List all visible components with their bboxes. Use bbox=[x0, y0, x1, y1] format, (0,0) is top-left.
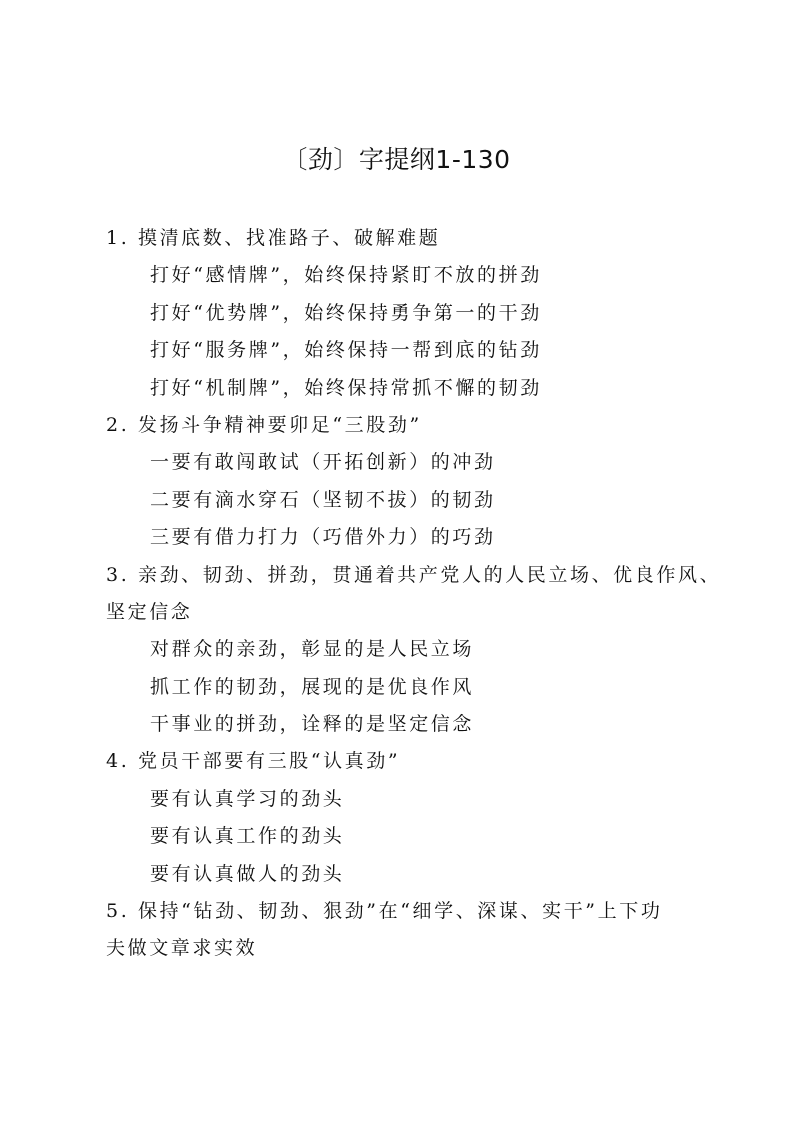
section-3-item-1: 对群众的亲劲，彰显的是人民立场 bbox=[150, 638, 475, 661]
section-3-item-2: 抓工作的韧劲，展现的是优良作风 bbox=[150, 675, 475, 698]
section-1-heading: 1. 摸清底数、找准路子、破解难题 bbox=[106, 227, 441, 249]
section-5-heading-line-1: 5. 保持“钻劲、韧劲、狠劲”在“细学、深谋、实干”上下功 bbox=[106, 900, 663, 923]
section-3-heading-line-1: 3. 亲劲、韧劲、拼劲，贯通着共产党人的人民立场、优良作风、 bbox=[106, 563, 722, 586]
section-1-item-2: 打好“优势牌”，始终保持勇争第一的干劲 bbox=[150, 301, 542, 324]
section-3-heading-line-2: 坚定信念 bbox=[106, 600, 193, 623]
section-2 bbox=[0, 407, 793, 557]
section-1 bbox=[0, 220, 793, 407]
document-body bbox=[0, 220, 793, 968]
section-2-item-1: 一要有敢闯敢试（开拓创新）的冲劲 bbox=[150, 451, 496, 474]
section-4-item-1: 要有认真学习的劲头 bbox=[150, 787, 345, 810]
section-5-heading-line-2: 夫做文章求实效 bbox=[106, 937, 258, 960]
section-2-heading: 2. 发扬斗争精神要卯足“三股劲” bbox=[106, 413, 422, 436]
section-3 bbox=[0, 557, 793, 744]
section-3-item-3: 干事业的拼劲，诠释的是坚定信念 bbox=[150, 713, 475, 736]
document-title: 〔劲〕字提纲1-130 bbox=[282, 145, 511, 174]
section-4-item-2: 要有认真工作的劲头 bbox=[150, 825, 345, 848]
section-4 bbox=[0, 743, 793, 893]
section-4-item-3: 要有认真做人的劲头 bbox=[150, 862, 345, 885]
section-4-heading: 4. 党员干部要有三股“认真劲” bbox=[106, 750, 401, 773]
section-2-item-3: 三要有借力打力（巧借外力）的巧劲 bbox=[150, 526, 496, 549]
section-2-item-2: 二要有滴水穿石（坚韧不拔）的韧劲 bbox=[150, 488, 496, 511]
section-1-item-3: 打好“服务牌”，始终保持一帮到底的钻劲 bbox=[150, 339, 542, 362]
section-1-item-1: 打好“感情牌”，始终保持紧盯不放的拼劲 bbox=[150, 264, 542, 287]
section-5 bbox=[0, 893, 793, 968]
section-1-item-4: 打好“机制牌”，始终保持常抓不懈的韧劲 bbox=[150, 376, 542, 399]
